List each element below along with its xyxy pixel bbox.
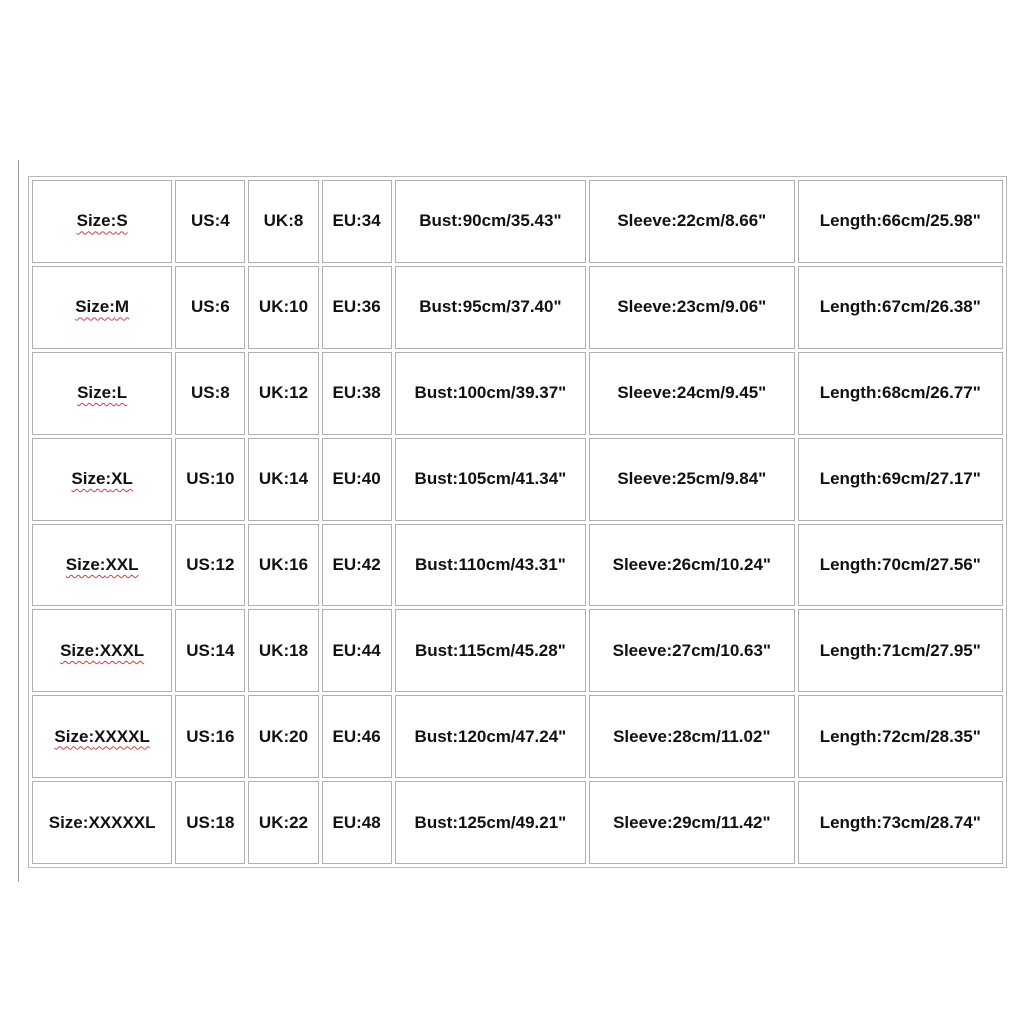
size-label	[71, 469, 132, 488]
size-value: XXL	[105, 554, 139, 574]
size-label	[77, 211, 128, 230]
eu-size-cell: EU:38	[322, 352, 392, 435]
eu-size-cell: EU:36	[322, 266, 392, 349]
size-prefix: Size:	[71, 469, 112, 489]
table-row	[32, 438, 1003, 521]
eu-size-cell: EU:42	[322, 524, 392, 607]
sleeve-cell: Sleeve:23cm/9.06"	[589, 266, 794, 349]
size-prefix: Size:	[77, 383, 117, 403]
us-size-cell: US:6	[175, 266, 245, 349]
us-size-cell: US:8	[175, 352, 245, 435]
eu-size-cell: EU:40	[322, 438, 392, 521]
table-row	[32, 524, 1003, 607]
eu-size-cell: EU:48	[322, 781, 392, 864]
eu-size-cell: EU:46	[322, 695, 392, 778]
sleeve-cell: Sleeve:28cm/11.02"	[589, 695, 794, 778]
size-label	[66, 555, 139, 574]
table-row	[32, 781, 1003, 864]
bust-cell: Bust:125cm/49.21"	[395, 781, 586, 864]
sleeve-cell: Sleeve:25cm/9.84"	[589, 438, 794, 521]
sleeve-cell: Sleeve:24cm/9.45"	[589, 352, 794, 435]
size-prefix: Size:	[65, 554, 106, 574]
us-size-cell: US:14	[175, 609, 245, 692]
uk-size-cell: UK:14	[248, 438, 318, 521]
size-prefix: Size:	[60, 640, 100, 660]
uk-size-cell: UK:8	[248, 180, 318, 263]
eu-size-cell: EU:44	[322, 609, 392, 692]
size-label	[49, 813, 156, 832]
us-size-cell: US:10	[175, 438, 245, 521]
size-prefix: Size:	[54, 726, 95, 746]
size-value: XXXXL	[94, 726, 150, 746]
length-cell: Length:71cm/27.95"	[798, 609, 1003, 692]
table-row	[32, 266, 1003, 349]
table-row	[32, 352, 1003, 435]
length-cell: Length:68cm/26.77"	[798, 352, 1003, 435]
size-cell	[32, 695, 172, 778]
length-cell: Length:67cm/26.38"	[798, 266, 1003, 349]
us-size-cell: US:16	[175, 695, 245, 778]
uk-size-cell: UK:22	[248, 781, 318, 864]
table-row	[32, 695, 1003, 778]
bust-cell: Bust:120cm/47.24"	[395, 695, 586, 778]
sleeve-cell: Sleeve:26cm/10.24"	[589, 524, 794, 607]
length-cell: Length:69cm/27.17"	[798, 438, 1003, 521]
table-row	[32, 180, 1003, 263]
size-prefix: Size:	[75, 297, 115, 317]
size-chart-body	[32, 180, 1003, 864]
size-value: L	[116, 383, 128, 403]
size-cell	[32, 781, 172, 864]
size-cell	[32, 438, 172, 521]
uk-size-cell: UK:16	[248, 524, 318, 607]
sleeve-cell: Sleeve:27cm/10.63"	[589, 609, 794, 692]
size-value: S	[116, 211, 128, 231]
size-label	[77, 383, 127, 402]
size-value: XXXXXL	[88, 812, 156, 832]
bust-cell: Bust:115cm/45.28"	[395, 609, 586, 692]
uk-size-cell: UK:12	[248, 352, 318, 435]
table-row	[32, 609, 1003, 692]
size-cell	[32, 180, 172, 263]
bust-cell: Bust:110cm/43.31"	[395, 524, 586, 607]
size-cell	[32, 524, 172, 607]
size-label	[75, 297, 129, 316]
bust-cell: Bust:90cm/35.43"	[395, 180, 586, 263]
size-value: XL	[111, 469, 133, 489]
length-cell: Length:73cm/28.74"	[798, 781, 1003, 864]
size-label	[60, 641, 144, 660]
uk-size-cell: UK:18	[248, 609, 318, 692]
size-label	[54, 727, 149, 746]
size-cell	[32, 266, 172, 349]
size-value: M	[114, 297, 130, 317]
size-cell	[32, 609, 172, 692]
left-margin-rule	[18, 160, 19, 882]
bust-cell: Bust:105cm/41.34"	[395, 438, 586, 521]
size-chart-table	[28, 176, 1007, 868]
sleeve-cell: Sleeve:29cm/11.42"	[589, 781, 794, 864]
size-prefix: Size:	[76, 211, 117, 231]
sleeve-cell: Sleeve:22cm/8.66"	[589, 180, 794, 263]
eu-size-cell: EU:34	[322, 180, 392, 263]
bust-cell: Bust:95cm/37.40"	[395, 266, 586, 349]
length-cell: Length:66cm/25.98"	[798, 180, 1003, 263]
size-cell	[32, 352, 172, 435]
us-size-cell: US:12	[175, 524, 245, 607]
size-prefix: Size:	[48, 812, 89, 832]
length-cell: Length:70cm/27.56"	[798, 524, 1003, 607]
size-value: XXXL	[99, 640, 145, 660]
bust-cell: Bust:100cm/39.37"	[395, 352, 586, 435]
us-size-cell: US:4	[175, 180, 245, 263]
uk-size-cell: UK:10	[248, 266, 318, 349]
uk-size-cell: UK:20	[248, 695, 318, 778]
us-size-cell: US:18	[175, 781, 245, 864]
length-cell: Length:72cm/28.35"	[798, 695, 1003, 778]
